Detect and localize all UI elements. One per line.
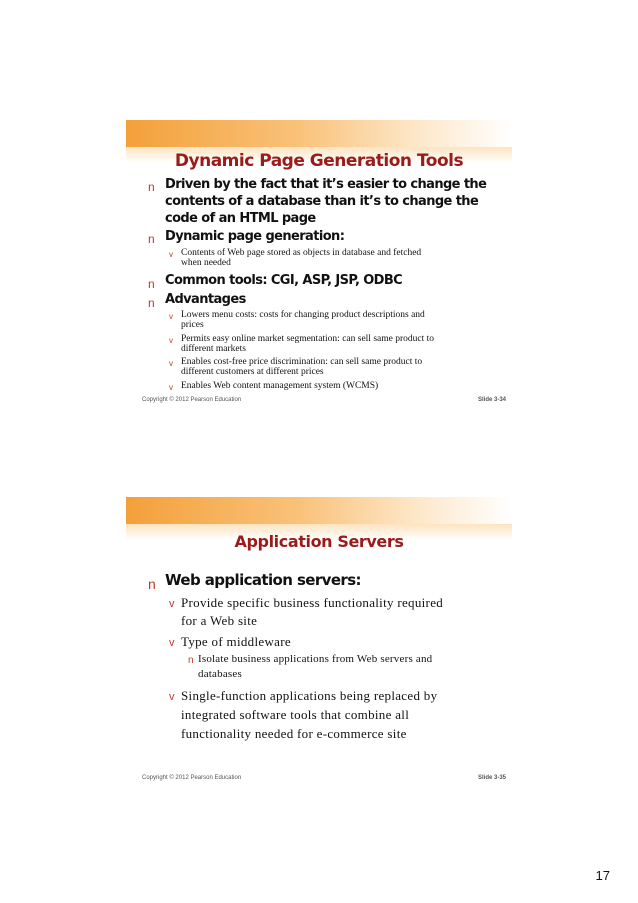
bullet-icon: n: [148, 296, 155, 310]
sub-business-functionality-line-1: Provide specific business functionality required: [181, 595, 444, 610]
bullet-icon: n: [148, 232, 155, 246]
bullet-icon: n: [148, 576, 156, 592]
adv-wcms: Enables Web content management system (WCMS): [181, 381, 379, 391]
sub-bullet-icon: v: [169, 359, 173, 368]
slide-header-band: [126, 497, 512, 524]
page-number: 17: [595, 868, 610, 883]
sub-bullet-icon: v: [169, 691, 175, 703]
sub-business-functionality-line-2: for a Web site: [181, 613, 258, 628]
subsub-bullet-icon: n: [188, 655, 194, 666]
point-driven-by-line-2: contents of a database than it’s to change the: [165, 194, 479, 209]
bullet-icon: n: [148, 277, 155, 291]
sub-single-function-line-3: functionality needed for e-commerce site: [181, 726, 407, 741]
sub-single-function-line-2: integrated software tools that combine all: [181, 707, 410, 722]
point-common-tools: Common tools: CGI, ASP, JSP, ODBC: [165, 273, 403, 288]
point-advantages: Advantages: [165, 292, 246, 307]
sub-bullet-icon: v: [169, 598, 175, 610]
point-web-application-servers: Web application servers:: [165, 571, 361, 589]
slide-title: Dynamic Page Generation Tools: [174, 151, 464, 171]
adv-lowers-menu-costs-line-1: Lowers menu costs: costs for changing product descriptions and: [181, 310, 425, 320]
copyright-footer: Copyright © 2012 Pearson Education: [142, 775, 242, 781]
sub-bullet-icon: v: [169, 336, 173, 345]
adv-market-segmentation-line-1: Permits easy online market segmentation: can sell same product to: [181, 334, 435, 344]
bullet-icon: n: [148, 180, 155, 194]
point-dynamic-page-generation: Dynamic page generation:: [165, 229, 345, 244]
slide-3-35: [126, 497, 512, 787]
slide-number-label: Slide 3-35: [477, 775, 506, 781]
slide-number-label: Slide 3-34: [477, 397, 506, 403]
adv-lowers-menu-costs-line-2: prices: [181, 320, 204, 330]
slide-3-34: [126, 120, 512, 410]
adv-price-discrimination-line-1: Enables cost-free price discrimination: can sell same product to: [181, 357, 423, 367]
subsub-isolate-line-2: databases: [198, 668, 242, 680]
sub-bullet-icon: v: [169, 637, 175, 649]
slide-header-band: [126, 120, 512, 147]
point-driven-by-line-3: code of an HTML page: [165, 211, 316, 226]
copyright-footer: Copyright © 2012 Pearson Education: [142, 397, 242, 403]
sub-type-of-middleware: Type of middleware: [181, 634, 291, 649]
sub-single-function-line-1: Single-function applications being replaced by: [181, 688, 438, 703]
sub-contents-line-2: when needed: [181, 258, 231, 268]
sub-bullet-icon: v: [169, 312, 173, 321]
sub-bullet-icon: v: [169, 383, 173, 392]
sub-contents-line-1: Contents of Web page stored as objects in database and fetched: [181, 248, 422, 258]
adv-price-discrimination-line-2: different customers at different prices: [181, 367, 324, 377]
adv-market-segmentation-line-2: different markets: [181, 344, 246, 354]
slide-title: Application Servers: [234, 532, 404, 551]
point-driven-by-line-1: Driven by the fact that it’s easier to change the: [165, 177, 487, 192]
sub-bullet-icon: v: [169, 250, 173, 259]
subsub-isolate-line-1: Isolate business applications from Web servers and: [198, 653, 433, 665]
